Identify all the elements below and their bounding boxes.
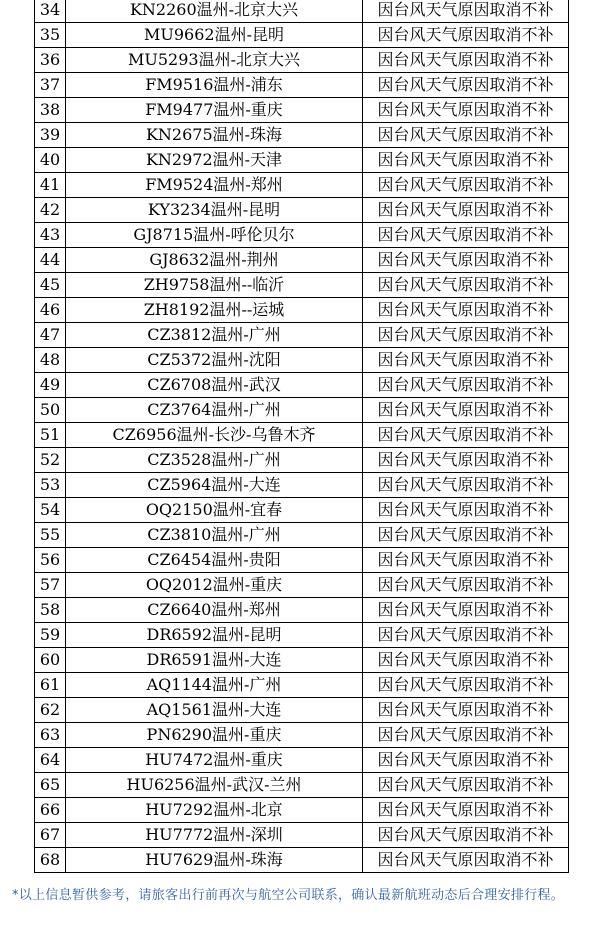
status-cell: 因台风天气原因取消不补: [363, 648, 569, 673]
table-row: [35, 498, 569, 523]
status-cell: 因台风天气原因取消不补: [363, 523, 569, 548]
table-row: [35, 598, 569, 623]
row-number-cell: 43: [35, 223, 66, 248]
table-row: [35, 0, 569, 23]
status-cell: 因台风天气原因取消不补: [363, 323, 569, 348]
flight-route-cell: HU7472温州-重庆: [66, 748, 363, 773]
table-row: [35, 748, 569, 773]
table-row: [35, 423, 569, 448]
status-cell: 因台风天气原因取消不补: [363, 148, 569, 173]
table-row: [35, 548, 569, 573]
row-number-cell: 55: [35, 523, 66, 548]
flight-route-cell: CZ6956温州-长沙-乌鲁木齐: [66, 423, 363, 448]
table-row: [35, 473, 569, 498]
flight-route-cell: GJ8632温州-荆州: [66, 248, 363, 273]
status-cell: 因台风天气原因取消不补: [363, 823, 569, 848]
row-number-cell: 45: [35, 273, 66, 298]
status-cell: 因台风天气原因取消不补: [363, 23, 569, 48]
row-number-cell: 60: [35, 648, 66, 673]
table-row: [35, 123, 569, 148]
flight-cancellation-table: [34, 0, 569, 873]
flight-route-cell: KY3234温州-昆明: [66, 198, 363, 223]
row-number-cell: 46: [35, 298, 66, 323]
table-row: [35, 298, 569, 323]
flight-route-cell: HU7292温州-北京: [66, 798, 363, 823]
status-cell: 因台风天气原因取消不补: [363, 673, 569, 698]
status-cell: 因台风天气原因取消不补: [363, 773, 569, 798]
row-number-cell: 63: [35, 723, 66, 748]
row-number-cell: 41: [35, 173, 66, 198]
table-row: [35, 373, 569, 398]
status-cell: 因台风天气原因取消不补: [363, 248, 569, 273]
status-cell: 因台风天气原因取消不补: [363, 473, 569, 498]
row-number-cell: 52: [35, 448, 66, 473]
table-row: [35, 723, 569, 748]
status-cell: 因台风天气原因取消不补: [363, 698, 569, 723]
table-row: [35, 73, 569, 98]
row-number-cell: 37: [35, 73, 66, 98]
flight-route-cell: PN6290温州-重庆: [66, 723, 363, 748]
table-row: [35, 23, 569, 48]
flight-route-cell: KN2675温州-珠海: [66, 123, 363, 148]
table-row: [35, 623, 569, 648]
row-number-cell: 61: [35, 673, 66, 698]
status-cell: 因台风天气原因取消不补: [363, 373, 569, 398]
row-number-cell: 67: [35, 823, 66, 848]
row-number-cell: 44: [35, 248, 66, 273]
status-cell: 因台风天气原因取消不补: [363, 273, 569, 298]
flight-route-cell: MU9662温州-昆明: [66, 23, 363, 48]
flight-route-cell: CZ5964温州-大连: [66, 473, 363, 498]
row-number-cell: 66: [35, 798, 66, 823]
flight-route-cell: CZ3528温州-广州: [66, 448, 363, 473]
flight-route-cell: FM9477温州-重庆: [66, 98, 363, 123]
flight-route-cell: HU7772温州-深圳: [66, 823, 363, 848]
row-number-cell: 65: [35, 773, 66, 798]
table-row: [35, 48, 569, 73]
table-row: [35, 848, 569, 873]
row-number-cell: 40: [35, 148, 66, 173]
row-number-cell: 34: [35, 0, 66, 23]
flight-route-cell: DR6591温州-大连: [66, 648, 363, 673]
flight-route-cell: ZH8192温州--运城: [66, 298, 363, 323]
flight-route-cell: CZ3764温州-广州: [66, 398, 363, 423]
row-number-cell: 64: [35, 748, 66, 773]
row-number-cell: 68: [35, 848, 66, 873]
status-cell: 因台风天气原因取消不补: [363, 548, 569, 573]
status-cell: 因台风天气原因取消不补: [363, 123, 569, 148]
flight-route-cell: CZ6640温州-郑州: [66, 598, 363, 623]
row-number-cell: 50: [35, 398, 66, 423]
table-row: [35, 348, 569, 373]
table-body: [35, 0, 569, 873]
status-cell: 因台风天气原因取消不补: [363, 0, 569, 23]
table-row: [35, 223, 569, 248]
row-number-cell: 35: [35, 23, 66, 48]
status-cell: 因台风天气原因取消不补: [363, 748, 569, 773]
flight-route-cell: FM9516温州-浦东: [66, 73, 363, 98]
flight-route-cell: MU5293温州-北京大兴: [66, 48, 363, 73]
row-number-cell: 36: [35, 48, 66, 73]
status-cell: 因台风天气原因取消不补: [363, 73, 569, 98]
row-number-cell: 58: [35, 598, 66, 623]
table-row: [35, 448, 569, 473]
flight-route-cell: DR6592温州-昆明: [66, 623, 363, 648]
status-cell: 因台风天气原因取消不补: [363, 98, 569, 123]
status-cell: 因台风天气原因取消不补: [363, 198, 569, 223]
table-row: [35, 573, 569, 598]
status-cell: 因台风天气原因取消不补: [363, 448, 569, 473]
flight-route-cell: AQ1144温州-广州: [66, 673, 363, 698]
table-row: [35, 273, 569, 298]
table-row: [35, 398, 569, 423]
row-number-cell: 39: [35, 123, 66, 148]
status-cell: 因台风天气原因取消不补: [363, 498, 569, 523]
flight-route-cell: FM9524温州-郑州: [66, 173, 363, 198]
flight-route-cell: OQ2150温州-宜春: [66, 498, 363, 523]
table-row: [35, 698, 569, 723]
status-cell: 因台风天气原因取消不补: [363, 723, 569, 748]
table-row: [35, 798, 569, 823]
flight-route-cell: OQ2012温州-重庆: [66, 573, 363, 598]
row-number-cell: 62: [35, 698, 66, 723]
status-cell: 因台风天气原因取消不补: [363, 348, 569, 373]
row-number-cell: 56: [35, 548, 66, 573]
table-row: [35, 673, 569, 698]
row-number-cell: 42: [35, 198, 66, 223]
flight-route-cell: GJ8715温州-呼伦贝尔: [66, 223, 363, 248]
row-number-cell: 38: [35, 98, 66, 123]
table-row: [35, 173, 569, 198]
row-number-cell: 53: [35, 473, 66, 498]
flight-route-cell: CZ3810温州-广州: [66, 523, 363, 548]
flight-route-cell: CZ3812温州-广州: [66, 323, 363, 348]
status-cell: 因台风天气原因取消不补: [363, 398, 569, 423]
flight-route-cell: AQ1561温州-大连: [66, 698, 363, 723]
row-number-cell: 51: [35, 423, 66, 448]
row-number-cell: 57: [35, 573, 66, 598]
row-number-cell: 47: [35, 323, 66, 348]
flight-route-cell: CZ6708温州-武汉: [66, 373, 363, 398]
table-row: [35, 148, 569, 173]
table-row: [35, 823, 569, 848]
row-number-cell: 48: [35, 348, 66, 373]
flight-route-cell: CZ6454温州-贵阳: [66, 548, 363, 573]
status-cell: 因台风天气原因取消不补: [363, 298, 569, 323]
status-cell: 因台风天气原因取消不补: [363, 423, 569, 448]
status-cell: 因台风天气原因取消不补: [363, 623, 569, 648]
status-cell: 因台风天气原因取消不补: [363, 573, 569, 598]
status-cell: 因台风天气原因取消不补: [363, 48, 569, 73]
table-row: [35, 523, 569, 548]
status-cell: 因台风天气原因取消不补: [363, 173, 569, 198]
flight-route-cell: HU7629温州-珠海: [66, 848, 363, 873]
row-number-cell: 54: [35, 498, 66, 523]
flight-route-cell: HU6256温州-武汉-兰州: [66, 773, 363, 798]
row-number-cell: 49: [35, 373, 66, 398]
flight-route-cell: KN2260温州-北京大兴: [66, 0, 363, 23]
table-row: [35, 648, 569, 673]
flight-route-cell: CZ5372温州-沈阳: [66, 348, 363, 373]
status-cell: 因台风天气原因取消不补: [363, 798, 569, 823]
table-row: [35, 323, 569, 348]
status-cell: 因台风天气原因取消不补: [363, 598, 569, 623]
table-row: [35, 198, 569, 223]
flight-route-cell: KN2972温州-天津: [66, 148, 363, 173]
flight-route-cell: ZH9758温州--临沂: [66, 273, 363, 298]
status-cell: 因台风天气原因取消不补: [363, 848, 569, 873]
status-cell: 因台风天气原因取消不补: [363, 223, 569, 248]
disclaimer-footnote: *以上信息暂供参考，请旅客出行前再次与航空公司联系，确认最新航班动态后合理安排行程。: [12, 888, 565, 903]
row-number-cell: 59: [35, 623, 66, 648]
table-row: [35, 248, 569, 273]
table-row: [35, 98, 569, 123]
table-row: [35, 773, 569, 798]
